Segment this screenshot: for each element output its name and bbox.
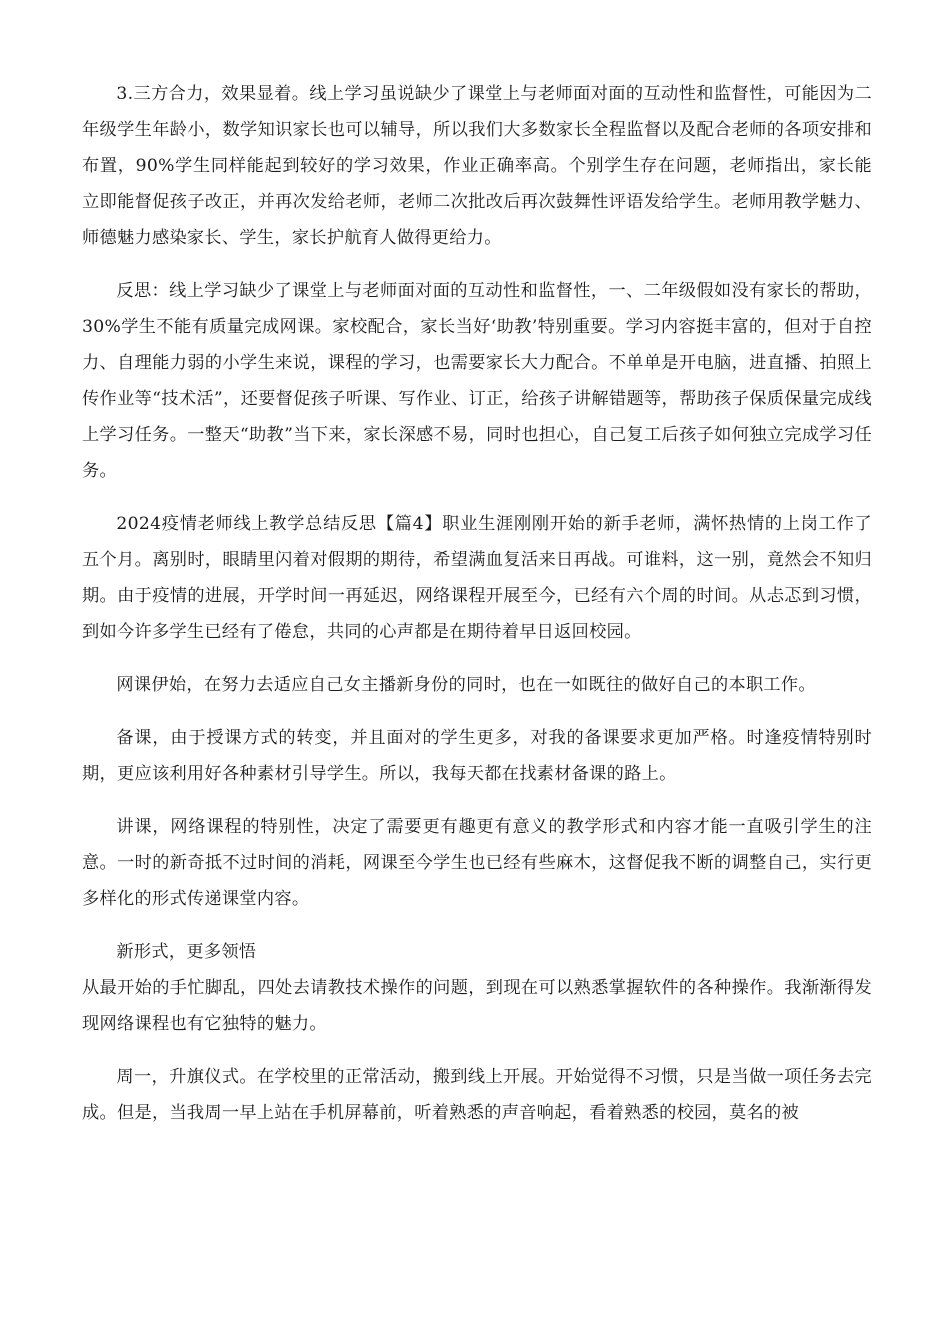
paragraph-lesson-prep: 备课，由于授课方式的转变，并且面对的学生更多，对我的备课要求更加严格。时逢疫情特别时期，更应该利用好各种素材引导学生。所以，我每天都在找素材备课的路上。 — [82, 728, 872, 784]
paragraph-flag-ceremony: 周一，升旗仪式。在学校里的正常活动，搬到线上开展。开始觉得不习惯，只是当做一项任务去完成。但是，当我周一早上站在手机屏幕前，听着熟悉的声音响起，看着熟悉的校园，莫名的被 — [82, 1067, 872, 1123]
paragraph-online-class-start: 网课伊始，在努力去适应自己女主播新身份的同时，也在一如既往的做好自己的本职工作。 — [116, 675, 816, 695]
paragraph-article-4-intro: 2024疫情老师线上教学总结反思【篇4】职业生涯刚刚开始的新手老师，满怀热情的上岗工作了五个月。离别时，眼睛里闪着对假期的期待，希望满血复活来日再战。可谁料，这一别，竟然会不知归期。由于疫情的进展，开学时间一再延迟，网络课程开展至今，已经有六个周的时间。从忐忑到习惯，到如今许多学生已经有了倦怠，共同的心声都是在期待着早日返回校园。 — [82, 514, 872, 642]
paragraph-reflection: 反思：线上学习缺少了课堂上与老师面对面的互动性和监督性，一、二年级假如没有家长的帮助，30%学生不能有质量完成网课。家校配合，家长当好‘助教’特别重要。学习内容挺丰富的，但对于自控力、自理能力弱的小学生来说，课程的学习，也需要家长大力配合。不单单是开电脑，进直播、拍照上传作业等“技术活”，还要督促孩子听课、写作业、订正，给孩子讲解错题等，帮助孩子保质保量完成线上学习任务。一整天“助教”当下来，家长深感不易，同时也担心，自己复工后孩子如何独立完成学习任务。 — [82, 281, 872, 481]
document-page — [82, 76, 872, 1148]
section-heading-new-form: 新形式，更多领悟 — [116, 942, 257, 962]
paragraph-learning-software: 从最开始的手忙脚乱，四处去请教技术操作的问题，到现在可以熟悉掌握软件的各种操作。我渐渐得发现网络课程也有它独特的魅力。 — [82, 978, 872, 1034]
paragraph-three-party-cooperation: 3.三方合力，效果显着。线上学习虽说缺少了课堂上与老师面对面的互动性和监督性，可能因为二年级学生年龄小，数学知识家长也可以辅导，所以我们大多数家长全程监督以及配合老师的各项安排和布置，90%学生同样能起到较好的学习效果，作业正确率高。个别学生存在问题，老师指出，家长能立即能督促孩子改正，并再次发给老师，老师二次批改后再次鼓舞性评语发给学生。老师用教学魅力、师德魅力感染家长、学生，家长护航育人做得更给力。 — [82, 84, 872, 248]
paragraph-teaching: 讲课，网络课程的特别性，决定了需要更有趣更有意义的教学形式和内容才能一直吸引学生的注意。一时的新奇抵不过时间的消耗，网课至今学生也已经有些麻木，这督促我不断的调整自己，实行更多样化的形式传递课堂内容。 — [82, 817, 872, 909]
